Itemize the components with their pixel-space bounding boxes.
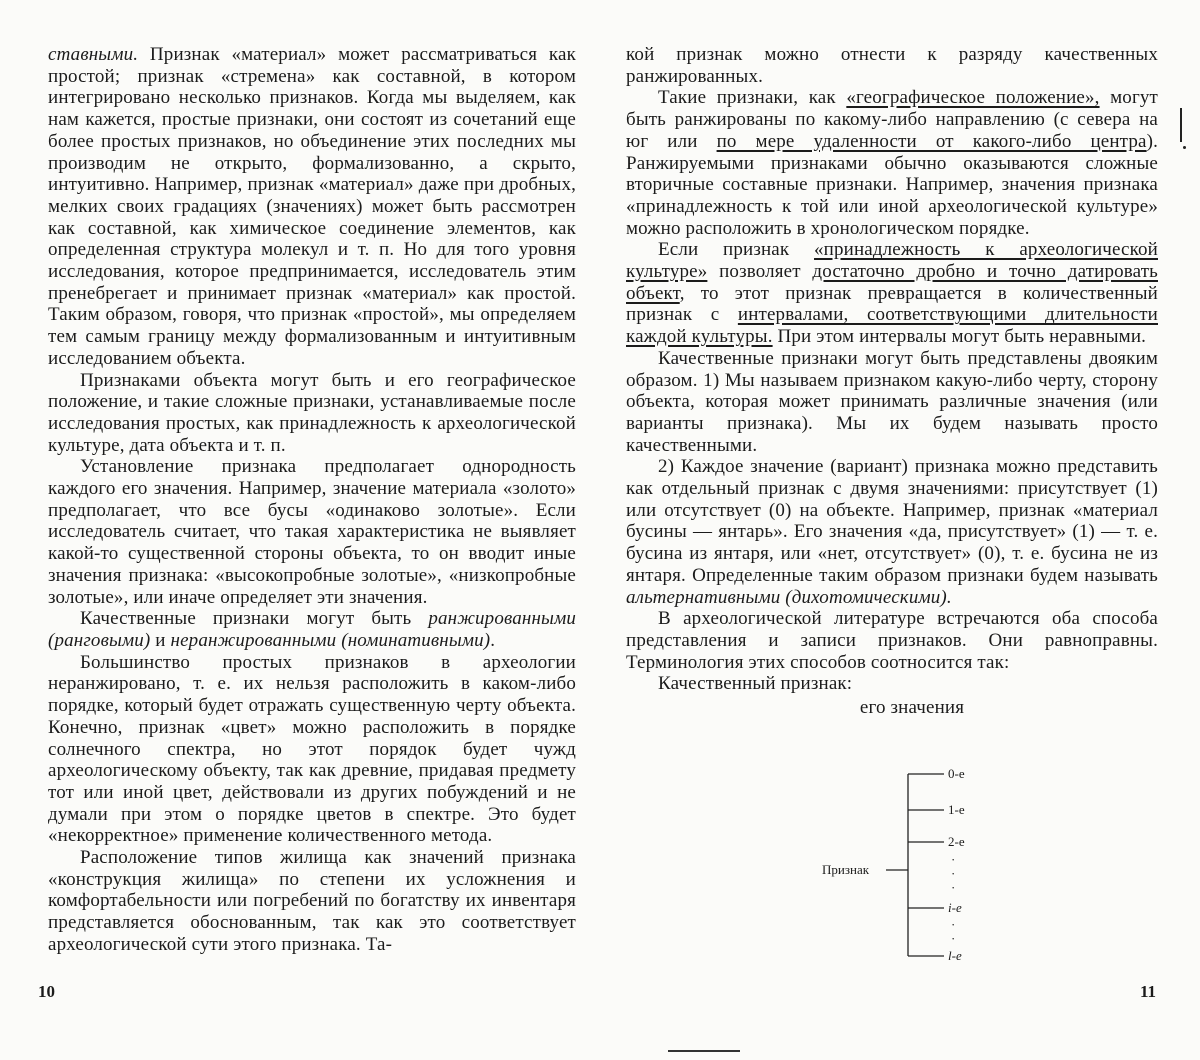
right-p5-alternative-term: альтернативными (дихотомическими). [626,586,952,608]
diagram-dot: · [951,931,956,946]
right-p3-underlined-culture: «принадлежность к археологической культуре» [626,239,1158,283]
right-p2-e: ). Ранжируемыми признаками обычно оказываются сложные вторичные составные признаки. Например, значения признака «принадлежность к той или иной археологической культуре» можно расположить в хронологическом порядке. [626,130,1158,239]
left-paragraph-2: Признаками объекта могут быть и его географическое положение, и такие сложные признаки, устанавливаемые после исследования простых, как принадлежность к археологической культуре, дата объекта и т. п. [48,369,576,456]
left-page [48,44,576,956]
margin-dot [1183,146,1186,149]
diagram-value-l: l-е [948,948,962,963]
diagram-dot: · [951,852,956,867]
page-number-right: 11 [1140,982,1157,1001]
left-paragraph-3: Установление признака предполагает однородность каждого его значения. Например, значение материала «золото» предполагает, что все бусы «одинаково золотые». Если исследователь считает, что такая характеристика не выявляет какой-то существенной стороны объекта, то он вводит иные значения признака: «высокопробные золотые», «низкопробные золотые», или иначе определяет эти значения. [48,456,576,608]
left-paragraph-6: Расположение типов жилища как значений признака «конструкция жилища» по степени их усложнения и комфортабельности или погребений по богатству их инвентаря представляется обоснованным, так как это соответствует археологической сути этого признака. Та- [48,847,576,955]
right-p5-text: 2) Каждое значение (вариант) признака можно представить как отдельный признак с двумя значениями: присутствует (1) или отсутствует (0) на объекте. Например, признак «материал бусины — янтарь». Его значения «да, присутствует» (1) — т. е. бусина из янтаря, или «нет, отсутствует» (0), т. е. бусина не из янтаря. Определенные таким образом признаки будем называть [626,456,1158,586]
right-paragraph-3 [626,239,1158,348]
diagram-dot: · [951,917,956,932]
right-p3-a: Если признак [658,239,815,261]
diagram-value-i: i-е [948,900,962,915]
left-p4-e: . [490,629,496,651]
left-p4-a: Качественные признаки могут быть [80,608,429,630]
diagram-value-1: 1-е [948,802,965,817]
left-p1-start: ставными. [48,44,139,65]
right-paragraph-5 [626,456,1158,608]
right-p2-underlined-distance: по мере удаленности от какого-либо центра [716,130,1147,152]
left-p4-nominal-term: неранжированными (номинативными) [170,629,491,651]
right-p2-a: Такие признаки, как [658,87,847,109]
right-paragraph-1: кой признак можно отнести к разряду качественных ранжированных. [626,44,1158,87]
diagram-value-2: 2-е [948,834,965,849]
right-p3-underlined-intervals: интервалами, соответствующими длительности каждой культуры. [626,304,1158,348]
right-p2-underlined-geo: «географическое положение», [846,87,1100,109]
diagram-dot: · [951,880,956,895]
scheme-heading: его значения [859,697,965,719]
right-paragraph-6: В археологической литературе встречаются оба способа представления и записи признаков. Они равноправны. Терминология этих способов соотносится так: [626,608,1158,673]
diagram-value-0: 0-е [948,766,965,781]
margin-mark [1180,108,1182,142]
right-p3-e: , то этот признак превращается в количественный признак с [626,282,1158,326]
diagram-dot: · [951,866,956,881]
right-p3-underlined-dating: достаточно дробно и точно датировать объект [626,261,1158,304]
values-diagram [810,758,1010,973]
right-paragraph-7: Качественный признак: [658,673,853,695]
right-paragraph-2 [626,87,1158,239]
right-page [626,44,1158,719]
left-p4-c: и [150,629,171,651]
page-number-left: 10 [38,982,55,1001]
left-p1-text: Признак «материал» может рассматриваться как простой; признак «стремена» как составной, в котором интегрировано несколько признаков. Когда мы выделяем, как нам кажется, простые признаки, они состоят из сочетаний еще более простых признаков, но объединение этих последних мы производим не открыто, формализованно, а скрыто, интуитивно. Например, признак «материал» даже при дробных, мелких своих градациях (значениях) может быть рассмотрен как составной, как химическое соединение элементов, как определенная структура молекул и т. п. Но для того уровня исследования, которое предпринимается, исследователь этим пренебрегает и принимает признак «материал» как простой. Таким образом, говоря, что признак «простой», мы определяем тем самым границу между формализованным и интуитивным исследованием объекта. [48,44,576,369]
right-p2-c: могут быть ранжированы по какому-либо направлению (с севера на юг или [626,87,1158,152]
diagram-root-label: Признак [822,862,870,877]
right-p3-c: позволяет [707,261,813,283]
left-paragraph-1 [48,44,576,370]
right-paragraph-4: Качественные признаки могут быть представлены двояким образом. 1) Мы называем признаком какую-либо черту, сторону объекта, которая может принимать различные значения (или варианты признака). Мы их будем называть просто качественными. [626,347,1158,456]
left-paragraph-4 [48,608,576,651]
bottom-rule [668,1050,740,1052]
left-p4-ranked-term: ранжированными (ранговыми) [48,608,576,651]
left-paragraph-5: Большинство простых признаков в археологии неранжировано, т. е. их нельзя расположить в каком-либо порядке, который будет отражать существенную черту объекта. Конечно, признак «цвет» можно расположить в порядке солнечного спектра, но этот порядок будет чужд археологическому объекту, так как древние, придавая предмету тот или иной цвет, действовали из других побуждений и не думали при этом о порядке цветов в спектре. Это будет «некорректное» применение количественного метода. [48,651,576,847]
right-p3-g: При этом интервалы могут быть неравными. [772,326,1147,348]
